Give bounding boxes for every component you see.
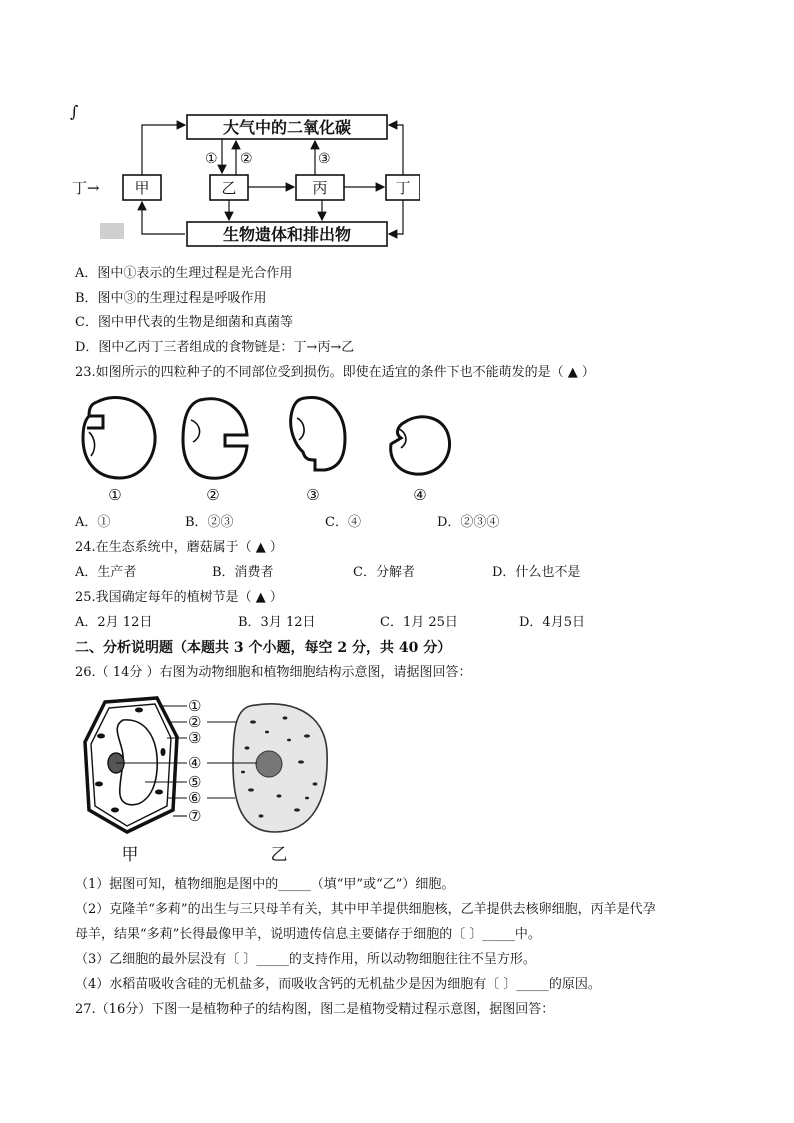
- q26-sub4: （4）水稻苗吸收含硅的无机盐多，而吸收含钙的无机盐少是因为细胞有〔 〕_____的原因。: [75, 977, 601, 992]
- q22-option-c: C．图中甲代表的生物是细菌和真菌等: [75, 315, 293, 330]
- node-bing: 丙: [312, 179, 328, 197]
- q26-sub2a: （2）克隆羊“多莉”的出生与三只母羊有关，其中甲羊提供细胞核，乙羊提供去核卵细胞，丙羊是代孕: [75, 902, 656, 917]
- caption-yi: 乙: [270, 845, 288, 865]
- q25-option-a: A．2月 12日: [75, 615, 153, 630]
- node-jia: 甲: [134, 179, 150, 197]
- cell-label-1: ①: [188, 697, 202, 715]
- seed-label-1: ①: [108, 486, 122, 504]
- q24-option-b: B．消费者: [212, 565, 274, 580]
- q27-stem: 27.（16分）下图一是植物种子的结构图，图二是植物受精过程示意图，据图回答：: [75, 1002, 555, 1017]
- q25-option-c: C．1月 25日: [380, 615, 458, 630]
- seed-label-4: ④: [413, 486, 427, 504]
- marker-2: ②: [240, 151, 253, 167]
- node-ding: 丁: [395, 179, 411, 197]
- cell-label-3: ③: [188, 729, 202, 747]
- cells-figure: [75, 692, 345, 867]
- marker-3: ③: [318, 151, 331, 167]
- q24-option-c: C．分解者: [353, 565, 415, 580]
- q23-option-c: C．④: [325, 515, 361, 530]
- q22-option-d: D．图中乙丙丁三者组成的食物链是：丁→丙→乙: [75, 340, 355, 355]
- q26-stem: 26.（ 14分 ）右图为动物细胞和植物细胞结构示意图，请据图回答：: [75, 665, 472, 680]
- smudge: [100, 223, 124, 239]
- cell-label-2: ②: [188, 713, 202, 731]
- q24-option-d: D．什么也不是: [492, 565, 581, 580]
- q24-stem: 24.在生态系统中，蘑菇属于（ ▲ ）: [75, 540, 283, 555]
- q25-option-b: B．3月 12日: [238, 615, 316, 630]
- cell-label-4: ④: [188, 754, 202, 772]
- q23-option-a: A．①: [75, 515, 111, 530]
- q23-stem: 23.如图所示的四粒种子的不同部位受到损伤。即使在适宜的条件下也不能萌发的是（ ▲ ）: [75, 365, 595, 380]
- marker-1: ①: [205, 151, 218, 167]
- seed-label-2: ②: [206, 486, 220, 504]
- q26-sub2b: 母羊，结果“多莉”长得最像甲羊，说明遗传信息主要储存于细胞的〔 〕_____中。: [75, 927, 541, 942]
- cell-label-5: ⑤: [188, 773, 202, 791]
- q23-option-b: B．②③: [185, 515, 234, 530]
- remains-label: 生物遗体和排出物: [222, 225, 352, 244]
- q23-option-d: D．②③④: [437, 515, 500, 530]
- seeds-figure: [75, 390, 475, 508]
- seed-label-3: ③: [306, 486, 320, 504]
- q26-sub3: （3）乙细胞的最外层没有〔 〕_____的支持作用，所以动物细胞往往不呈方形。: [75, 952, 536, 967]
- q26-sub1: （1）据图可知，植物细胞是图中的_____（填“甲”或“乙”）细胞。: [75, 877, 455, 892]
- q25-option-d: D．4月5日: [519, 615, 585, 630]
- cell-label-7: ⑦: [188, 807, 202, 825]
- carbon-cycle-diagram: [60, 95, 420, 255]
- q22-option-b: B．图中③的生理过程是呼吸作用: [75, 291, 267, 306]
- section-heading: 二、分析说明题（本题共 3 个小题，每空 2 分，共 40 分）: [75, 640, 452, 656]
- left-label: 丁→: [72, 179, 100, 197]
- q24-option-a: A．生产者: [75, 565, 137, 580]
- q25-stem: 25.我国确定每年的植树节是（ ▲ ）: [75, 590, 283, 605]
- atmosphere-label: 大气中的二氧化碳: [222, 118, 352, 137]
- cell-label-6: ⑥: [188, 789, 202, 807]
- caption-jia: 甲: [121, 845, 139, 865]
- node-yi: 乙: [221, 179, 237, 197]
- edge-glyph: ∫: [70, 102, 79, 121]
- q22-option-a: A．图中①表示的生理过程是光合作用: [75, 266, 293, 281]
